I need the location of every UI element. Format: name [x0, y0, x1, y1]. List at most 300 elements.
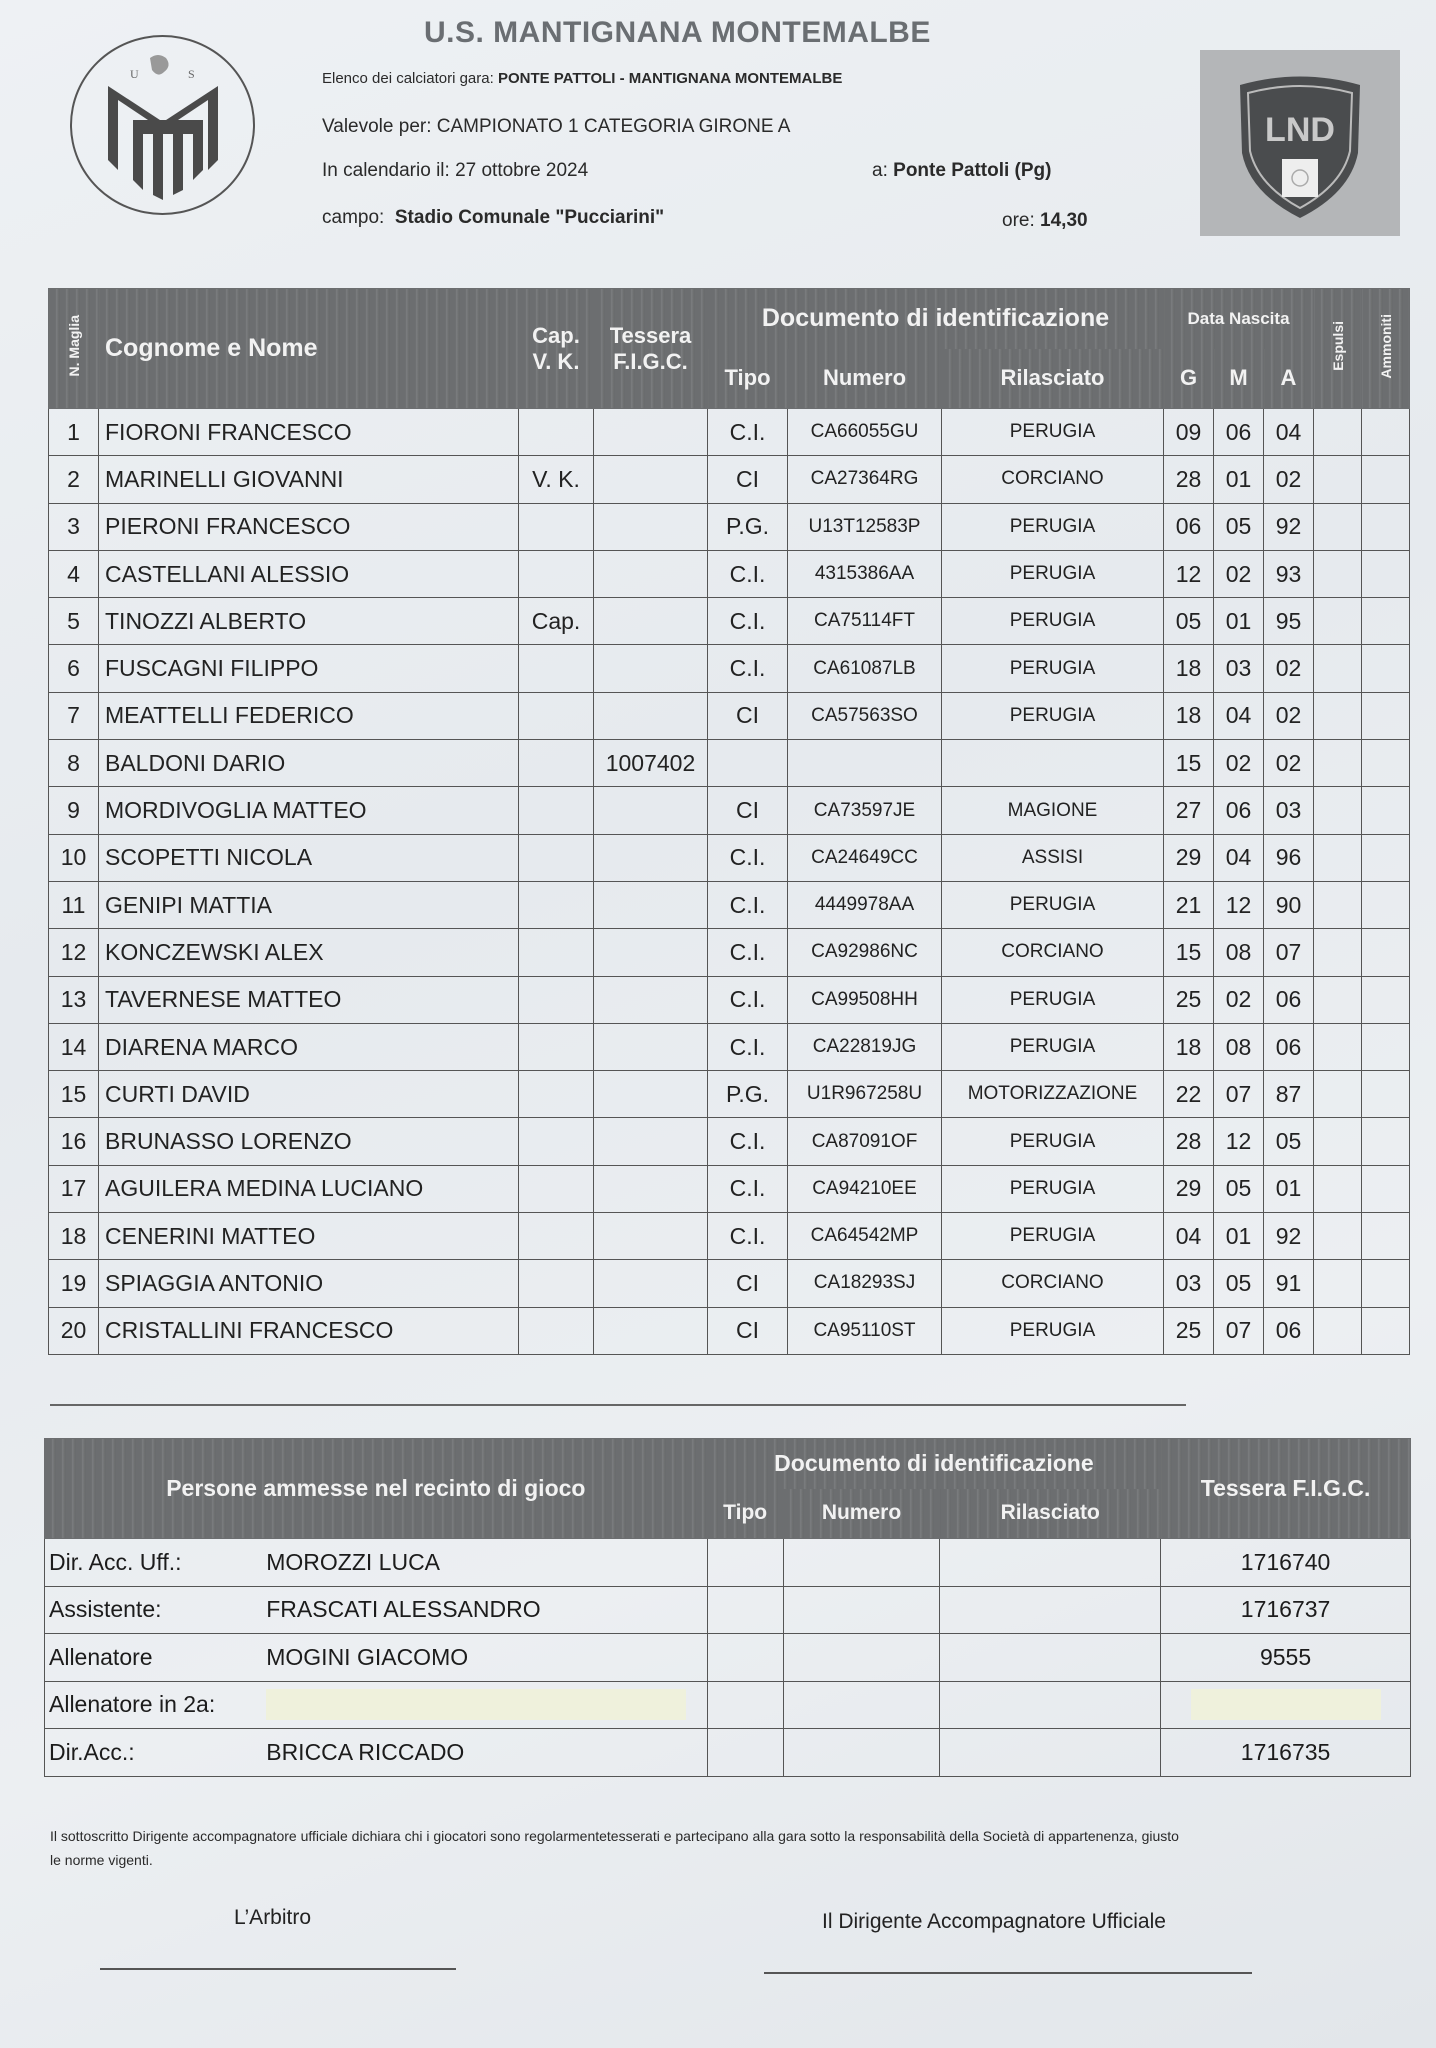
- captain-mark: [519, 409, 594, 456]
- captain-mark: [519, 834, 594, 881]
- jersey-number: 14: [49, 1023, 99, 1070]
- doc-rilasciato: PERUGIA: [942, 1307, 1164, 1354]
- player-name: FUSCAGNI FILIPPO: [99, 645, 519, 692]
- birth-year: 02: [1264, 692, 1314, 739]
- doc-rilasciato: CORCIANO: [942, 456, 1164, 503]
- jersey-number: 7: [49, 692, 99, 739]
- player-name: MEATTELLI FEDERICO: [99, 692, 519, 739]
- doc-rilasciato: PERUGIA: [942, 1118, 1164, 1165]
- svg-text:U: U: [129, 67, 139, 81]
- jersey-number: 16: [49, 1118, 99, 1165]
- player-name: CENERINI MATTEO: [99, 1213, 519, 1260]
- jersey-number: 18: [49, 1213, 99, 1260]
- doc-numero: [788, 740, 942, 787]
- birth-day: 06: [1164, 503, 1214, 550]
- club-crest-icon: [88, 50, 238, 200]
- ammoniti-cell[interactable]: [1362, 409, 1410, 456]
- jersey-number: 19: [49, 1260, 99, 1307]
- captain-mark: [519, 976, 594, 1023]
- ammoniti-cell[interactable]: [1362, 550, 1410, 597]
- jersey-number: 15: [49, 1071, 99, 1118]
- captain-mark: [519, 1165, 594, 1212]
- birth-day: 25: [1164, 1307, 1214, 1354]
- birth-year: 06: [1264, 1023, 1314, 1070]
- person-doc-rilasciato: [940, 1634, 1161, 1682]
- person-tessera: 1716737: [1161, 1586, 1411, 1634]
- doc-numero: CA75114FT: [788, 598, 942, 645]
- elenco-label: Elenco dei calciatori gara:: [322, 70, 494, 87]
- person-doc-tipo: [707, 1634, 783, 1682]
- person-doc-numero: [783, 1729, 940, 1777]
- ammoniti-cell[interactable]: [1362, 456, 1410, 503]
- doc-tipo: CI: [708, 787, 788, 834]
- espulsi-cell[interactable]: [1314, 1213, 1362, 1260]
- birth-month: 12: [1214, 881, 1264, 928]
- doc-tipo: C.I.: [708, 834, 788, 881]
- tessera-figc: [594, 1165, 708, 1212]
- person-row: [45, 1681, 1411, 1729]
- header-nome: Cognome e Nome: [99, 289, 519, 409]
- birth-day: 18: [1164, 645, 1214, 692]
- birth-month: 08: [1214, 1023, 1264, 1070]
- person-doc-tipo: [707, 1586, 783, 1634]
- persons-table: [44, 1438, 1411, 1777]
- espulsi-cell[interactable]: [1314, 1165, 1362, 1212]
- ore-line: [1002, 210, 1088, 232]
- player-name: BRUNASSO LORENZO: [99, 1118, 519, 1165]
- person-row: [45, 1634, 1411, 1682]
- header-tessera: Tessera F.I.G.C.: [594, 289, 708, 409]
- birth-day: 15: [1164, 740, 1214, 787]
- birth-day: 04: [1164, 1213, 1214, 1260]
- jersey-number: 1: [49, 409, 99, 456]
- birth-day: 12: [1164, 550, 1214, 597]
- captain-mark: [519, 1023, 594, 1070]
- dirigente-label: Il Dirigente Accompagnatore Ufficiale: [822, 1910, 1166, 1933]
- tessera-figc: 1007402: [594, 740, 708, 787]
- captain-mark: [519, 692, 594, 739]
- header-tessera-figc: Tessera F.I.G.C.: [1161, 1439, 1411, 1539]
- header-rilasciato: Rilasciato: [942, 349, 1164, 409]
- doc-rilasciato: PERUGIA: [942, 1023, 1164, 1070]
- birth-month: 05: [1214, 1165, 1264, 1212]
- ammoniti-cell[interactable]: [1362, 976, 1410, 1023]
- captain-mark: [519, 550, 594, 597]
- birth-year: 04: [1264, 409, 1314, 456]
- arbitro-signature-line[interactable]: [100, 1968, 456, 1970]
- captain-mark: V. K.: [519, 456, 594, 503]
- header-cap: Cap. V. K.: [519, 289, 594, 409]
- captain-mark: [519, 787, 594, 834]
- espulsi-cell[interactable]: [1314, 645, 1362, 692]
- espulsi-cell[interactable]: [1314, 976, 1362, 1023]
- ammoniti-cell[interactable]: [1362, 1260, 1410, 1307]
- player-name: TINOZZI ALBERTO: [99, 598, 519, 645]
- ammoniti-cell[interactable]: [1362, 929, 1410, 976]
- espulsi-cell[interactable]: [1314, 1307, 1362, 1354]
- jersey-number: 17: [49, 1165, 99, 1212]
- birth-month: 01: [1214, 598, 1264, 645]
- doc-numero: CA27364RG: [788, 456, 942, 503]
- tessera-figc: [594, 692, 708, 739]
- espulsi-cell[interactable]: [1314, 598, 1362, 645]
- elenco-line: [322, 70, 842, 87]
- lnd-logo-text: LND: [1265, 111, 1335, 149]
- person-doc-tipo: [707, 1681, 783, 1729]
- doc-numero: CA87091OF: [788, 1118, 942, 1165]
- doc-tipo: P.G.: [708, 503, 788, 550]
- captain-mark: [519, 881, 594, 928]
- jersey-number: 6: [49, 645, 99, 692]
- calendario-value: 27 ottobre 2024: [455, 160, 589, 181]
- person-role: Dir.Acc.:: [45, 1729, 267, 1777]
- header-tipo-persone: Tipo: [707, 1489, 783, 1539]
- header-numero: Numero: [788, 349, 942, 409]
- person-name: MOROZZI LUCA: [266, 1539, 707, 1587]
- jersey-number: 12: [49, 929, 99, 976]
- redacted-tessera: [1191, 1689, 1381, 1720]
- birth-year: 96: [1264, 834, 1314, 881]
- doc-rilasciato: MOTORIZZAZIONE: [942, 1071, 1164, 1118]
- declaration-text: [50, 1824, 1350, 1872]
- captain-mark: Cap.: [519, 598, 594, 645]
- doc-rilasciato: PERUGIA: [942, 1213, 1164, 1260]
- birth-month: 03: [1214, 645, 1264, 692]
- player-row: [49, 976, 1410, 1023]
- doc-rilasciato: PERUGIA: [942, 598, 1164, 645]
- player-row: [49, 881, 1410, 928]
- valevole-line: [322, 116, 790, 138]
- birth-year: 02: [1264, 740, 1314, 787]
- doc-tipo: C.I.: [708, 1118, 788, 1165]
- tessera-figc: [594, 1260, 708, 1307]
- doc-numero: CA24649CC: [788, 834, 942, 881]
- doc-rilasciato: CORCIANO: [942, 929, 1164, 976]
- person-doc-rilasciato: [940, 1539, 1161, 1587]
- player-name: SCOPETTI NICOLA: [99, 834, 519, 881]
- player-row: [49, 692, 1410, 739]
- ammoniti-cell[interactable]: [1362, 598, 1410, 645]
- espulsi-cell[interactable]: [1314, 456, 1362, 503]
- espulsi-cell[interactable]: [1314, 787, 1362, 834]
- tessera-figc: [594, 881, 708, 928]
- captain-mark: [519, 740, 594, 787]
- jersey-number: 3: [49, 503, 99, 550]
- person-role: Assistente:: [45, 1586, 267, 1634]
- header-m: M: [1214, 349, 1264, 409]
- lnd-logo: [1200, 50, 1400, 236]
- header-numero-persone: Numero: [783, 1489, 940, 1539]
- doc-numero: CA92986NC: [788, 929, 942, 976]
- player-name: PIERONI FRANCESCO: [99, 503, 519, 550]
- player-row: [49, 1260, 1410, 1307]
- person-doc-numero: [783, 1681, 940, 1729]
- header-n-maglia: N. Maglia: [49, 289, 99, 409]
- jersey-number: 8: [49, 740, 99, 787]
- birth-day: 27: [1164, 787, 1214, 834]
- header-g: G: [1164, 349, 1214, 409]
- doc-rilasciato: PERUGIA: [942, 550, 1164, 597]
- doc-rilasciato: PERUGIA: [942, 1165, 1164, 1212]
- espulsi-cell[interactable]: [1314, 409, 1362, 456]
- espulsi-cell[interactable]: [1314, 881, 1362, 928]
- birth-year: 92: [1264, 503, 1314, 550]
- birth-month: 05: [1214, 503, 1264, 550]
- birth-month: 02: [1214, 550, 1264, 597]
- captain-mark: [519, 1118, 594, 1165]
- captain-mark: [519, 1071, 594, 1118]
- arbitro-label: L’Arbitro: [234, 1906, 312, 1929]
- person-doc-tipo: [707, 1539, 783, 1587]
- espulsi-cell[interactable]: [1314, 1260, 1362, 1307]
- elenco-value: PONTE PATTOLI - MANTIGNANA MONTEMALBE: [497, 70, 843, 87]
- player-row: [49, 929, 1410, 976]
- jersey-number: 9: [49, 787, 99, 834]
- player-name: DIARENA MARCO: [99, 1023, 519, 1070]
- player-row: [49, 456, 1410, 503]
- doc-tipo: P.G.: [708, 1071, 788, 1118]
- player-name: CASTELLANI ALESSIO: [99, 550, 519, 597]
- birth-day: 05: [1164, 598, 1214, 645]
- redacted-name: [266, 1689, 686, 1720]
- ammoniti-cell[interactable]: [1362, 834, 1410, 881]
- tessera-figc: [594, 503, 708, 550]
- dirigente-signature-line[interactable]: [764, 1972, 1252, 1974]
- player-name: AGUILERA MEDINA LUCIANO: [99, 1165, 519, 1212]
- lnd-shield-icon: [1230, 63, 1370, 223]
- birth-month: 02: [1214, 976, 1264, 1023]
- person-role: Allenatore: [45, 1634, 267, 1682]
- player-name: GENIPI MATTIA: [99, 881, 519, 928]
- ammoniti-cell[interactable]: [1362, 1213, 1410, 1260]
- espulsi-cell[interactable]: [1314, 1023, 1362, 1070]
- ammoniti-cell[interactable]: [1362, 881, 1410, 928]
- ore-label: ore:: [1002, 210, 1035, 231]
- birth-year: 02: [1264, 456, 1314, 503]
- birth-day: 18: [1164, 692, 1214, 739]
- doc-tipo: C.I.: [708, 409, 788, 456]
- birth-day: 09: [1164, 409, 1214, 456]
- ammoniti-cell[interactable]: [1362, 787, 1410, 834]
- jersey-number: 2: [49, 456, 99, 503]
- doc-numero: CA22819JG: [788, 1023, 942, 1070]
- luogo-label: a:: [872, 160, 888, 181]
- ammoniti-cell[interactable]: [1362, 1023, 1410, 1070]
- person-name: [266, 1681, 707, 1729]
- captain-mark: [519, 503, 594, 550]
- doc-tipo: CI: [708, 1307, 788, 1354]
- page-title: U.S. MANTIGNANA MONTEMALBE: [424, 16, 931, 49]
- luogo-value: Ponte Pattoli (Pg): [893, 160, 1052, 181]
- birth-year: 06: [1264, 1307, 1314, 1354]
- doc-numero: 4449978AA: [788, 881, 942, 928]
- birth-day: 15: [1164, 929, 1214, 976]
- tessera-figc: [594, 1213, 708, 1260]
- doc-numero: CA99508HH: [788, 976, 942, 1023]
- person-name: BRICCA RICCADO: [266, 1729, 707, 1777]
- header-rilasciato-persone: Rilasciato: [940, 1489, 1161, 1539]
- birth-month: 12: [1214, 1118, 1264, 1165]
- doc-numero: CA61087LB: [788, 645, 942, 692]
- doc-numero: CA64542MP: [788, 1213, 942, 1260]
- player-row: [49, 503, 1410, 550]
- doc-rilasciato: PERUGIA: [942, 503, 1164, 550]
- doc-rilasciato: PERUGIA: [942, 645, 1164, 692]
- doc-tipo: C.I.: [708, 645, 788, 692]
- campo-line: [322, 207, 664, 229]
- doc-numero: CA73597JE: [788, 787, 942, 834]
- doc-numero: CA66055GU: [788, 409, 942, 456]
- player-name: FIORONI FRANCESCO: [99, 409, 519, 456]
- person-doc-numero: [783, 1586, 940, 1634]
- espulsi-cell[interactable]: [1314, 834, 1362, 881]
- doc-tipo: C.I.: [708, 881, 788, 928]
- espulsi-cell[interactable]: [1314, 1071, 1362, 1118]
- birth-year: 03: [1264, 787, 1314, 834]
- header-ammoniti: Ammoniti: [1362, 289, 1410, 409]
- birth-month: 01: [1214, 1213, 1264, 1260]
- doc-numero: CA18293SJ: [788, 1260, 942, 1307]
- birth-day: 25: [1164, 976, 1214, 1023]
- player-name: MORDIVOGLIA MATTEO: [99, 787, 519, 834]
- tessera-figc: [594, 409, 708, 456]
- ore-value: 14,30: [1040, 210, 1088, 231]
- doc-numero: CA94210EE: [788, 1165, 942, 1212]
- header-espulsi: Espulsi: [1314, 289, 1362, 409]
- player-name: CURTI DAVID: [99, 1071, 519, 1118]
- birth-day: 28: [1164, 1118, 1214, 1165]
- doc-rilasciato: CORCIANO: [942, 1260, 1164, 1307]
- person-name: FRASCATI ALESSANDRO: [266, 1586, 707, 1634]
- player-row: [49, 598, 1410, 645]
- calendario-line: [322, 160, 588, 182]
- player-name: KONCZEWSKI ALEX: [99, 929, 519, 976]
- birth-year: 92: [1264, 1213, 1314, 1260]
- espulsi-cell[interactable]: [1314, 740, 1362, 787]
- doc-rilasciato: PERUGIA: [942, 692, 1164, 739]
- ammoniti-cell[interactable]: [1362, 1307, 1410, 1354]
- jersey-number: 11: [49, 881, 99, 928]
- tessera-figc: [594, 1307, 708, 1354]
- captain-mark: [519, 929, 594, 976]
- club-logo: [70, 35, 255, 215]
- birth-month: 06: [1214, 787, 1264, 834]
- doc-rilasciato: ASSISI: [942, 834, 1164, 881]
- doc-tipo: C.I.: [708, 976, 788, 1023]
- player-row: [49, 645, 1410, 692]
- doc-rilasciato: PERUGIA: [942, 409, 1164, 456]
- espulsi-cell[interactable]: [1314, 550, 1362, 597]
- person-doc-numero: [783, 1634, 940, 1682]
- person-tessera: 9555: [1161, 1634, 1411, 1682]
- doc-tipo: C.I.: [708, 1213, 788, 1260]
- birth-month: 04: [1214, 692, 1264, 739]
- birth-month: 08: [1214, 929, 1264, 976]
- birth-month: 07: [1214, 1307, 1264, 1354]
- birth-day: 29: [1164, 1165, 1214, 1212]
- person-row: [45, 1539, 1411, 1587]
- birth-day: 21: [1164, 881, 1214, 928]
- player-row: [49, 834, 1410, 881]
- declaration-line-1: Il sottoscritto Dirigente accompagnatore ufficiale dichiara chi i giocatori sono regolarmentetesserati e partecipano alla gara sotto la responsabilità della Società di appartenenza, giusto: [50, 1828, 1179, 1844]
- birth-year: 01: [1264, 1165, 1314, 1212]
- ammoniti-cell[interactable]: [1362, 1071, 1410, 1118]
- jersey-number: 5: [49, 598, 99, 645]
- player-name: TAVERNESE MATTEO: [99, 976, 519, 1023]
- players-table: [48, 288, 1410, 1355]
- birth-month: 02: [1214, 740, 1264, 787]
- birth-day: 03: [1164, 1260, 1214, 1307]
- doc-rilasciato: PERUGIA: [942, 881, 1164, 928]
- doc-tipo: CI: [708, 1260, 788, 1307]
- luogo-line: [872, 160, 1051, 182]
- tessera-figc: [594, 787, 708, 834]
- tessera-figc: [594, 834, 708, 881]
- player-row: [49, 1307, 1410, 1354]
- person-role: Allenatore in 2a:: [45, 1681, 267, 1729]
- ammoniti-cell[interactable]: [1362, 645, 1410, 692]
- person-tessera: 1716740: [1161, 1539, 1411, 1587]
- birth-year: 93: [1264, 550, 1314, 597]
- person-doc-numero: [783, 1539, 940, 1587]
- captain-mark: [519, 645, 594, 692]
- birth-day: 29: [1164, 834, 1214, 881]
- player-name: BALDONI DARIO: [99, 740, 519, 787]
- declaration-line-2: le norme vigenti.: [50, 1852, 153, 1868]
- player-row: [49, 1165, 1410, 1212]
- header-documento-persone: Documento di identificazione: [707, 1439, 1160, 1489]
- svg-text:S: S: [187, 67, 195, 81]
- captain-mark: [519, 1307, 594, 1354]
- person-doc-tipo: [707, 1729, 783, 1777]
- doc-numero: 4315386AA: [788, 550, 942, 597]
- birth-year: 05: [1264, 1118, 1314, 1165]
- ammoniti-cell[interactable]: [1362, 692, 1410, 739]
- header-a: A: [1264, 349, 1314, 409]
- espulsi-cell[interactable]: [1314, 503, 1362, 550]
- ammoniti-cell[interactable]: [1362, 503, 1410, 550]
- ammoniti-cell[interactable]: [1362, 1165, 1410, 1212]
- ammoniti-cell[interactable]: [1362, 1118, 1410, 1165]
- tessera-figc: [594, 1023, 708, 1070]
- person-name: MOGINI GIACOMO: [266, 1634, 707, 1682]
- header-data-nascita: Data Nascita: [1164, 289, 1314, 349]
- espulsi-cell[interactable]: [1314, 692, 1362, 739]
- doc-numero: CA57563SO: [788, 692, 942, 739]
- doc-tipo: C.I.: [708, 550, 788, 597]
- birth-month: 06: [1214, 409, 1264, 456]
- player-row: [49, 550, 1410, 597]
- birth-day: 18: [1164, 1023, 1214, 1070]
- birth-year: 07: [1264, 929, 1314, 976]
- player-name: SPIAGGIA ANTONIO: [99, 1260, 519, 1307]
- birth-month: 07: [1214, 1071, 1264, 1118]
- doc-tipo: C.I.: [708, 598, 788, 645]
- birth-year: 91: [1264, 1260, 1314, 1307]
- espulsi-cell[interactable]: [1314, 929, 1362, 976]
- tessera-figc: [594, 456, 708, 503]
- person-tessera: 1716735: [1161, 1729, 1411, 1777]
- person-row: [45, 1586, 1411, 1634]
- player-row: [49, 409, 1410, 456]
- doc-rilasciato: PERUGIA: [942, 976, 1164, 1023]
- birth-year: 06: [1264, 976, 1314, 1023]
- ammoniti-cell[interactable]: [1362, 740, 1410, 787]
- person-doc-rilasciato: [940, 1681, 1161, 1729]
- espulsi-cell[interactable]: [1314, 1118, 1362, 1165]
- tessera-figc: [594, 1071, 708, 1118]
- player-name: MARINELLI GIOVANNI: [99, 456, 519, 503]
